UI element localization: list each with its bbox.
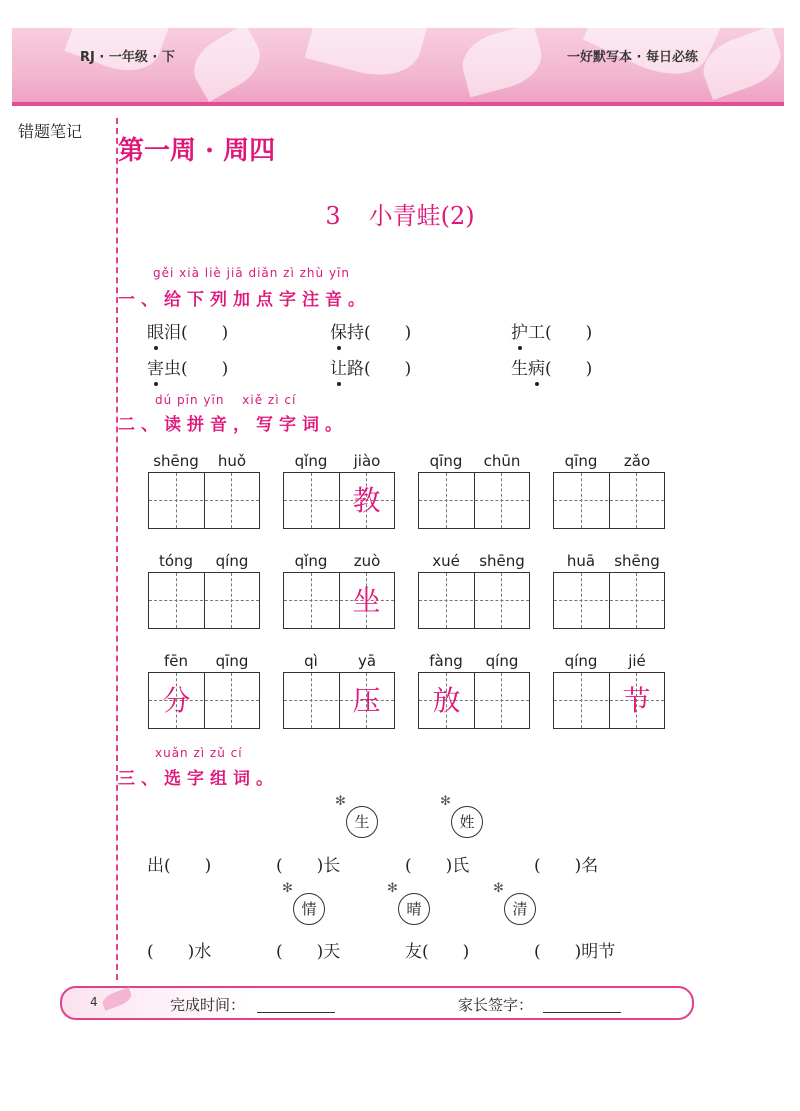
- pinyin-syllable: fēn: [163, 652, 189, 670]
- s1-item: 保持( ): [330, 323, 412, 343]
- completion-time-label: 完成时间：: [170, 996, 246, 1014]
- answer-char: [609, 575, 664, 626]
- section2-pinyin: dú pīn yīn xiě zì cí: [155, 393, 297, 407]
- page-header: [12, 28, 784, 106]
- s3-item: ( )名: [534, 856, 599, 876]
- pinyin-syllable: jiào: [353, 452, 381, 470]
- pinyin-syllable: zǎo: [623, 452, 651, 470]
- lesson-number: 3: [325, 202, 341, 230]
- dragonfly-icon: ✻: [387, 881, 398, 896]
- parent-signature-label: 家长签字：: [458, 996, 534, 1014]
- leaf-icon: [101, 987, 134, 1010]
- s1-item: 护工( ): [511, 323, 593, 343]
- section2-title: 二、读拼音，写字词。: [118, 415, 348, 435]
- completion-time-blank[interactable]: [257, 1012, 335, 1013]
- pinyin-pair: [553, 552, 665, 572]
- pinyin-pair: [418, 652, 530, 672]
- section3-title: 三、选字组词。: [118, 769, 279, 789]
- pinyin-pair: [418, 552, 530, 572]
- answer-char: [204, 675, 259, 726]
- tianzige-box[interactable]: [283, 672, 395, 729]
- tianzige-box[interactable]: [148, 572, 260, 629]
- answer-char: [204, 575, 259, 626]
- pinyin-syllable: qīng: [215, 652, 249, 670]
- pinyin-syllable: jié: [628, 652, 646, 670]
- answer-char: [419, 475, 474, 526]
- pinyin-pair: [148, 452, 260, 472]
- pinyin-syllable: qíng: [215, 552, 249, 570]
- pinyin-syllable: qíng: [564, 652, 598, 670]
- answer-char: [474, 675, 529, 726]
- tianzige-box[interactable]: [553, 472, 665, 529]
- answer-char: [419, 575, 474, 626]
- pinyin-pair: [283, 452, 395, 472]
- answer-char: [609, 475, 664, 526]
- choice-bubble: ✻ 情: [293, 893, 325, 925]
- week-title: 第一周 · 周四: [118, 136, 276, 166]
- section1-pinyin: gěi xià liè jiā diǎn zì zhù yīn: [153, 266, 350, 280]
- choice-bubble: ✻ 姓: [451, 806, 483, 838]
- answer-char: 教: [352, 484, 381, 517]
- page-footer: [60, 986, 694, 1020]
- choice-bubble: ✻ 生: [346, 806, 378, 838]
- tianzige-box[interactable]: [418, 572, 530, 629]
- s3-item: ( )天: [276, 942, 341, 962]
- page-number: 4: [90, 995, 98, 1009]
- answer-char: 分: [162, 684, 191, 717]
- pinyin-syllable: tóng: [158, 552, 194, 570]
- pinyin-syllable: qǐng: [294, 552, 328, 570]
- s3-item: 出( ): [147, 856, 212, 876]
- pinyin-syllable: qì: [304, 652, 318, 670]
- choice-bubble: ✻ 清: [504, 893, 536, 925]
- s3-item: ( )水: [147, 942, 212, 962]
- margin-divider: [116, 118, 118, 980]
- s1-item: 眼泪( ): [147, 323, 229, 343]
- grade-label: RJ · 一年级 · 下: [80, 50, 175, 65]
- lesson-name: 小青蛙(2): [368, 202, 475, 230]
- tianzige-box[interactable]: [148, 672, 260, 729]
- pinyin-syllable: qīng: [429, 452, 463, 470]
- pinyin-syllable: huǒ: [217, 452, 247, 470]
- s1-item: 生病( ): [511, 359, 593, 379]
- tianzige-box[interactable]: [553, 572, 665, 629]
- dragonfly-icon: ✻: [282, 881, 293, 896]
- side-note: 错题笔记: [18, 122, 83, 141]
- tianzige-box[interactable]: [283, 472, 395, 529]
- answer-char: [204, 475, 259, 526]
- answer-char: [554, 575, 609, 626]
- pinyin-syllable: chūn: [483, 452, 521, 470]
- s3-item: ( )氏: [405, 856, 470, 876]
- answer-char: 坐: [352, 584, 381, 617]
- tianzige-box[interactable]: [553, 672, 665, 729]
- answer-char: [474, 575, 529, 626]
- pinyin-syllable: yā: [357, 652, 377, 670]
- pinyin-syllable: shēng: [479, 552, 525, 570]
- section1-title: 一、给下列加点字注音。: [118, 290, 371, 310]
- answer-char: 压: [352, 684, 381, 717]
- lesson-title: [0, 196, 800, 231]
- answer-char: [284, 675, 339, 726]
- pinyin-syllable: huā: [566, 552, 596, 570]
- answer-char: [554, 675, 609, 726]
- series-label: 一好默写本 · 每日必练: [567, 50, 698, 65]
- answer-char: [149, 475, 204, 526]
- tianzige-box[interactable]: [283, 572, 395, 629]
- pinyin-syllable: zuò: [353, 552, 381, 570]
- section3-pinyin: xuǎn zì zǔ cí: [155, 746, 243, 760]
- dragonfly-icon: ✻: [335, 794, 346, 809]
- tianzige-box[interactable]: [148, 472, 260, 529]
- tianzige-box[interactable]: [418, 472, 530, 529]
- s3-item: ( )明节: [534, 942, 616, 962]
- pinyin-syllable: shēng: [614, 552, 660, 570]
- choice-bubble: ✻ 晴: [398, 893, 430, 925]
- pinyin-syllable: qíng: [485, 652, 519, 670]
- pinyin-syllable: qǐng: [294, 452, 328, 470]
- s1-item: 让路( ): [330, 359, 412, 379]
- pinyin-syllable: xué: [432, 552, 460, 570]
- dragonfly-icon: ✻: [440, 794, 451, 809]
- s3-item: 友( ): [405, 942, 470, 962]
- answer-char: [474, 475, 529, 526]
- s3-item: ( )长: [276, 856, 341, 876]
- answer-char: 节: [622, 684, 651, 717]
- parent-signature-blank[interactable]: [543, 1012, 621, 1013]
- tianzige-box[interactable]: [418, 672, 530, 729]
- answer-char: 放: [432, 684, 461, 717]
- dragonfly-icon: ✻: [493, 881, 504, 896]
- pinyin-pair: [283, 552, 395, 572]
- pinyin-pair: [418, 452, 530, 472]
- answer-char: [554, 475, 609, 526]
- pinyin-syllable: shēng: [153, 452, 199, 470]
- pinyin-pair: [553, 652, 665, 672]
- header-bar: [12, 102, 784, 106]
- pinyin-syllable: qīng: [564, 452, 598, 470]
- answer-char: [284, 575, 339, 626]
- pinyin-syllable: fàng: [429, 652, 463, 670]
- answer-char: [149, 575, 204, 626]
- pinyin-pair: [283, 652, 395, 672]
- pinyin-pair: [148, 552, 260, 572]
- pinyin-pair: [148, 652, 260, 672]
- answer-char: [284, 475, 339, 526]
- s1-item: 害虫( ): [147, 359, 229, 379]
- pinyin-pair: [553, 452, 665, 472]
